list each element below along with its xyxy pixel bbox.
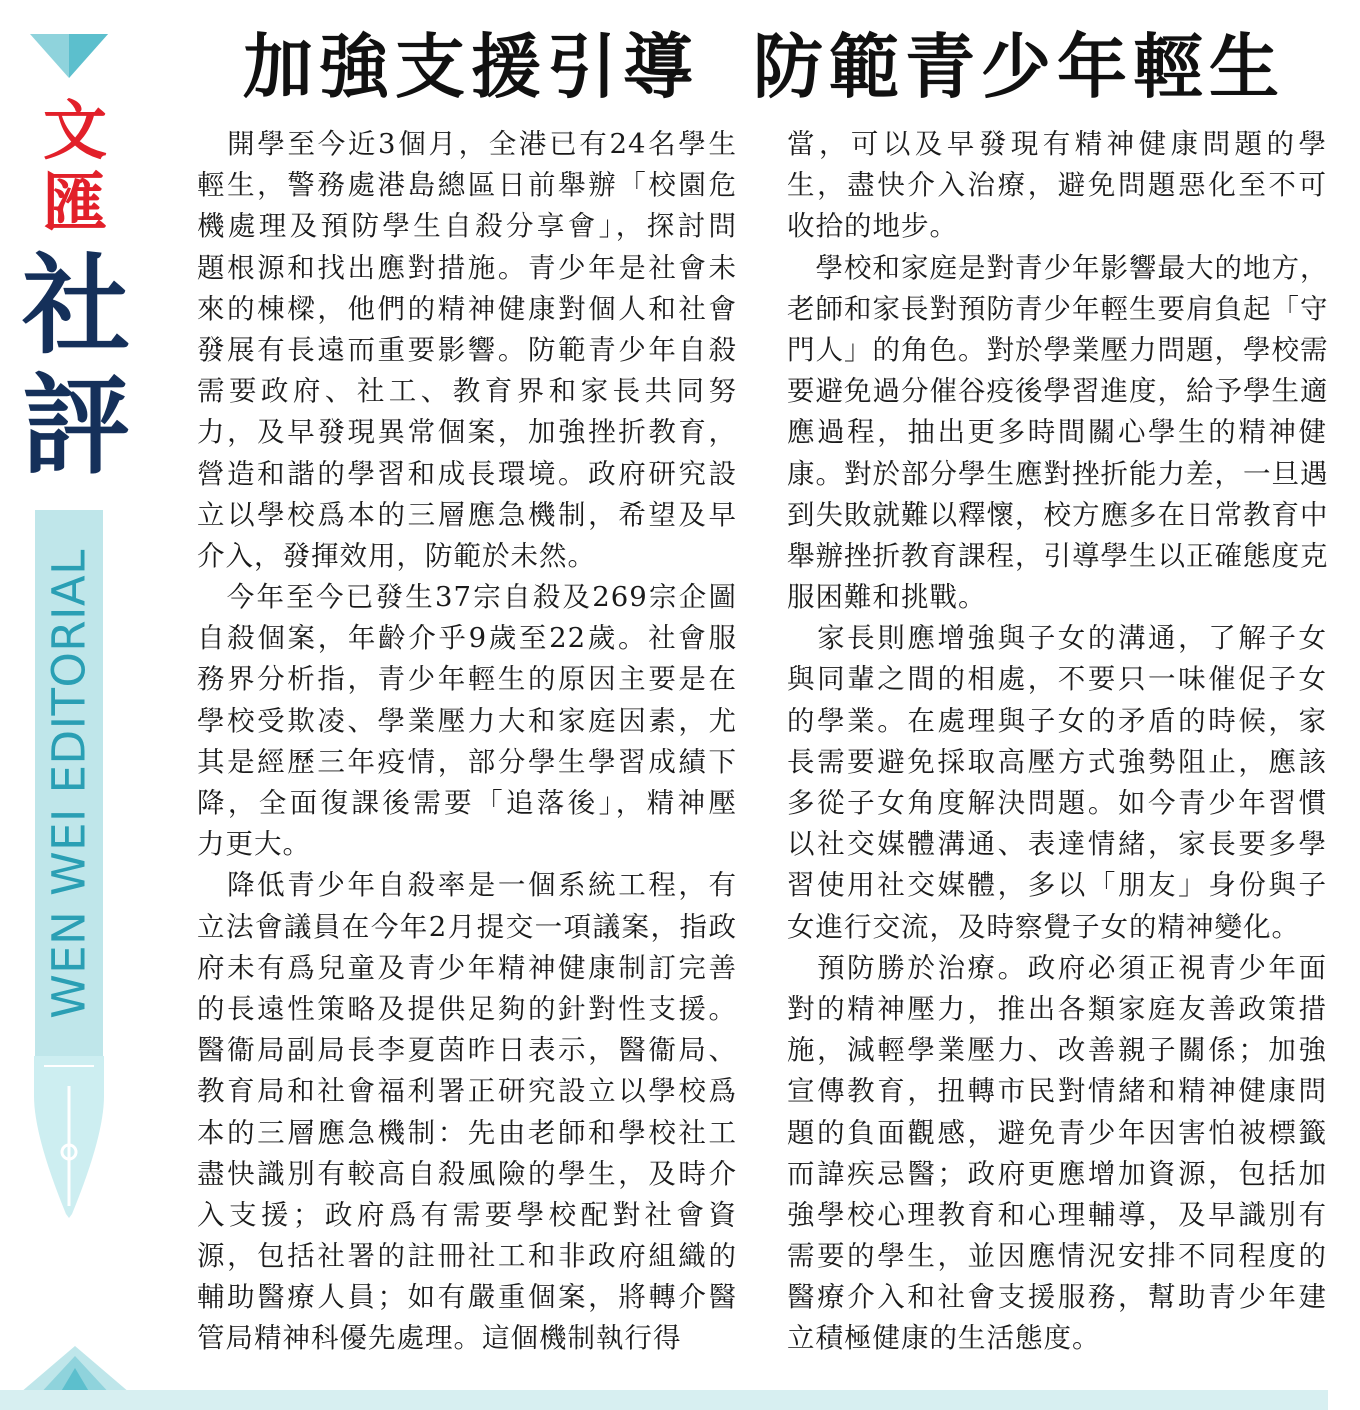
article-line: 源，包括社署的註冊社工和非政府組織的 — [197, 1240, 737, 1273]
vertical-label-band — [35, 510, 103, 1058]
article-line: 來的棟樑，他們的精神健康對個人和社會 — [197, 292, 737, 325]
article-line: 介入，發揮效用，防範於未然。 — [197, 539, 596, 572]
article-line: 學校和家庭是對青少年影響最大的地方， — [787, 251, 1329, 284]
article-line: 醫療介入和社會支援服務，幫助青少年建 — [787, 1281, 1327, 1314]
article-line: 長需要避免採取高壓方式強勢阻止，應該 — [787, 745, 1327, 778]
brand-logo-wen: 文 — [43, 94, 107, 169]
article-line: 務界分析指，青少年輕生的原因主要是在 — [197, 663, 737, 696]
article-paragraph — [787, 124, 1327, 248]
article-line: 發展有長遠而重要影響。防範青少年自殺 — [197, 333, 737, 366]
article-line: 需要的學生，並因應情況安排不同程度的 — [787, 1240, 1327, 1273]
article-line: 府未有爲兒童及青少年精神健康制訂完善 — [197, 951, 737, 984]
article-line: 女進行交流，及時察覺子女的精神變化。 — [787, 910, 1300, 943]
article-line: 題根源和找出應對措施。青少年是社會未 — [197, 251, 737, 284]
brand-logo-wei: 匯 — [43, 166, 107, 241]
article-line: 應過程，抽出更多時間關心學生的精神健 — [787, 416, 1327, 449]
article-line: 當，可以及早發現有精神健康問題的學 — [787, 128, 1327, 160]
article-line: 輕生，警務處港島總區日前舉辦「校園危 — [197, 169, 737, 202]
article-line: 多從子女角度解決問題。如今青少年習慣 — [787, 787, 1327, 819]
article-line: 而諱疾忌醫；政府更應增加資源，包括加 — [787, 1157, 1327, 1190]
article-line: 強學校心理教育和心理輔導，及早識別有 — [787, 1198, 1327, 1231]
article-line: 醫衞局副局長李夏茵昨日表示，醫衞局、 — [197, 1034, 737, 1067]
article-paragraph — [787, 948, 1327, 1360]
article-line: 對的精神壓力，推出各類家庭友善政策措 — [787, 992, 1327, 1025]
article-line: 家長則應增強與子女的溝通，了解子女 — [787, 622, 1327, 655]
article-line: 立以學校爲本的三層應急機制，希望及早 — [197, 498, 737, 531]
article-line: 的學業。在處理與子女的矛盾的時候，家 — [787, 704, 1327, 737]
article-line: 其是經歷三年疫情，部分學生學習成績下 — [197, 745, 737, 778]
article-line: 舉辦挫折教育課程，引導學生以正確態度克 — [787, 539, 1329, 572]
article-paragraph — [197, 124, 737, 577]
article-paragraph — [197, 577, 737, 865]
headline — [200, 24, 1328, 110]
article-line: 入支援；政府爲有需要學校配對社會資 — [197, 1198, 737, 1231]
section-title-she: 社 — [22, 243, 131, 369]
article-line: 門人」的角色。對於學業壓力問題，學校需 — [787, 333, 1329, 366]
article-line: 機處理及預防學生自殺分享會」，探討問 — [197, 210, 737, 243]
article-line: 施，減輕學業壓力、改善親子關係；加強 — [787, 1034, 1327, 1067]
article-line: 力更大。 — [197, 828, 311, 861]
article-line: 降低青少年自殺率是一個系統工程，有 — [197, 869, 737, 902]
article-line: 管局精神科優先處理。這個機制執行得 — [197, 1322, 682, 1355]
article-line: 習使用社交媒體，多以「朋友」身份與子 — [787, 869, 1327, 902]
article-line: 康。對於部分學生應對挫折能力差，一旦遇 — [787, 457, 1329, 490]
article-line: 自殺個案，年齡介乎9歲至22歲。社會服 — [197, 622, 737, 655]
headline-part-1: 加強支援引導 — [243, 25, 699, 108]
article-line: 生，盡快介入治療，避免問題惡化至不可 — [787, 169, 1327, 202]
article-line: 立法會議員在今年2月提交一項議案，指政 — [197, 910, 737, 943]
article-line: 題的負面觀感，避免青少年因害怕被標籤 — [787, 1116, 1327, 1149]
article-line: 盡快識別有較高自殺風險的學生，及時介 — [197, 1157, 737, 1190]
article-line: 要避免過分催谷疫後學習進度，給予學生適 — [787, 375, 1329, 408]
pen-nib-icon — [32, 1056, 106, 1218]
article-line: 立積極健康的生活態度。 — [787, 1322, 1101, 1355]
masthead — [0, 0, 130, 1410]
article-line: 老師和家長對預防青少年輕生要肩負起「守 — [787, 292, 1329, 325]
section-title-ping: 評 — [22, 363, 131, 489]
vertical-label: WEN WEI EDITORIAL — [42, 549, 96, 1019]
article-line: 宣傳教育，扭轉市民對情緒和精神健康問 — [787, 1075, 1327, 1108]
article-line: 力，及早發現異常個案，加強挫折教育， — [197, 416, 737, 449]
article-column-left — [197, 124, 737, 1360]
triangle-ornament-icon — [30, 34, 108, 78]
article-column-right — [787, 124, 1327, 1360]
article-line: 收拾的地步。 — [787, 210, 958, 243]
article-line: 需要政府、社工、教育界和家長共同努 — [197, 375, 737, 408]
article-paragraph — [197, 865, 737, 1359]
headline-part-2: 防範青少年輕生 — [753, 25, 1285, 108]
article-line: 與同輩之間的相處，不要只一味催促子女 — [787, 663, 1327, 696]
article-line: 營造和諧的學習和成長環境。政府研究設 — [197, 457, 737, 490]
article-line: 預防勝於治療。政府必須正視青少年面 — [787, 951, 1327, 984]
article-line: 的長遠性策略及提供足夠的針對性支援。 — [197, 992, 737, 1025]
article-paragraph — [787, 248, 1327, 619]
article-line: 到失敗就難以釋懷，校方應多在日常教育中 — [787, 498, 1329, 531]
article-line: 學校受欺凌、學業壓力大和家庭因素，尤 — [197, 704, 737, 737]
article-line: 降，全面復課後需要「追落後」，精神壓 — [197, 787, 737, 819]
article-line: 以社交媒體溝通、表達情緒，家長要多學 — [787, 828, 1327, 861]
article-line: 今年至今已發生37宗自殺及269宗企圖 — [197, 581, 737, 614]
article-line: 本的三層應急機制：先由老師和學校社工 — [197, 1116, 737, 1149]
article-line: 輔助醫療人員；如有嚴重個案，將轉介醫 — [197, 1281, 737, 1314]
article-line: 開學至今近3個月，全港已有24名學生 — [197, 128, 737, 160]
article-line: 教育局和社會福利署正研究設立以學校爲 — [197, 1075, 737, 1108]
footer-band — [0, 1390, 1328, 1410]
article-line: 服困難和挑戰。 — [787, 581, 987, 614]
article-paragraph — [787, 618, 1327, 948]
